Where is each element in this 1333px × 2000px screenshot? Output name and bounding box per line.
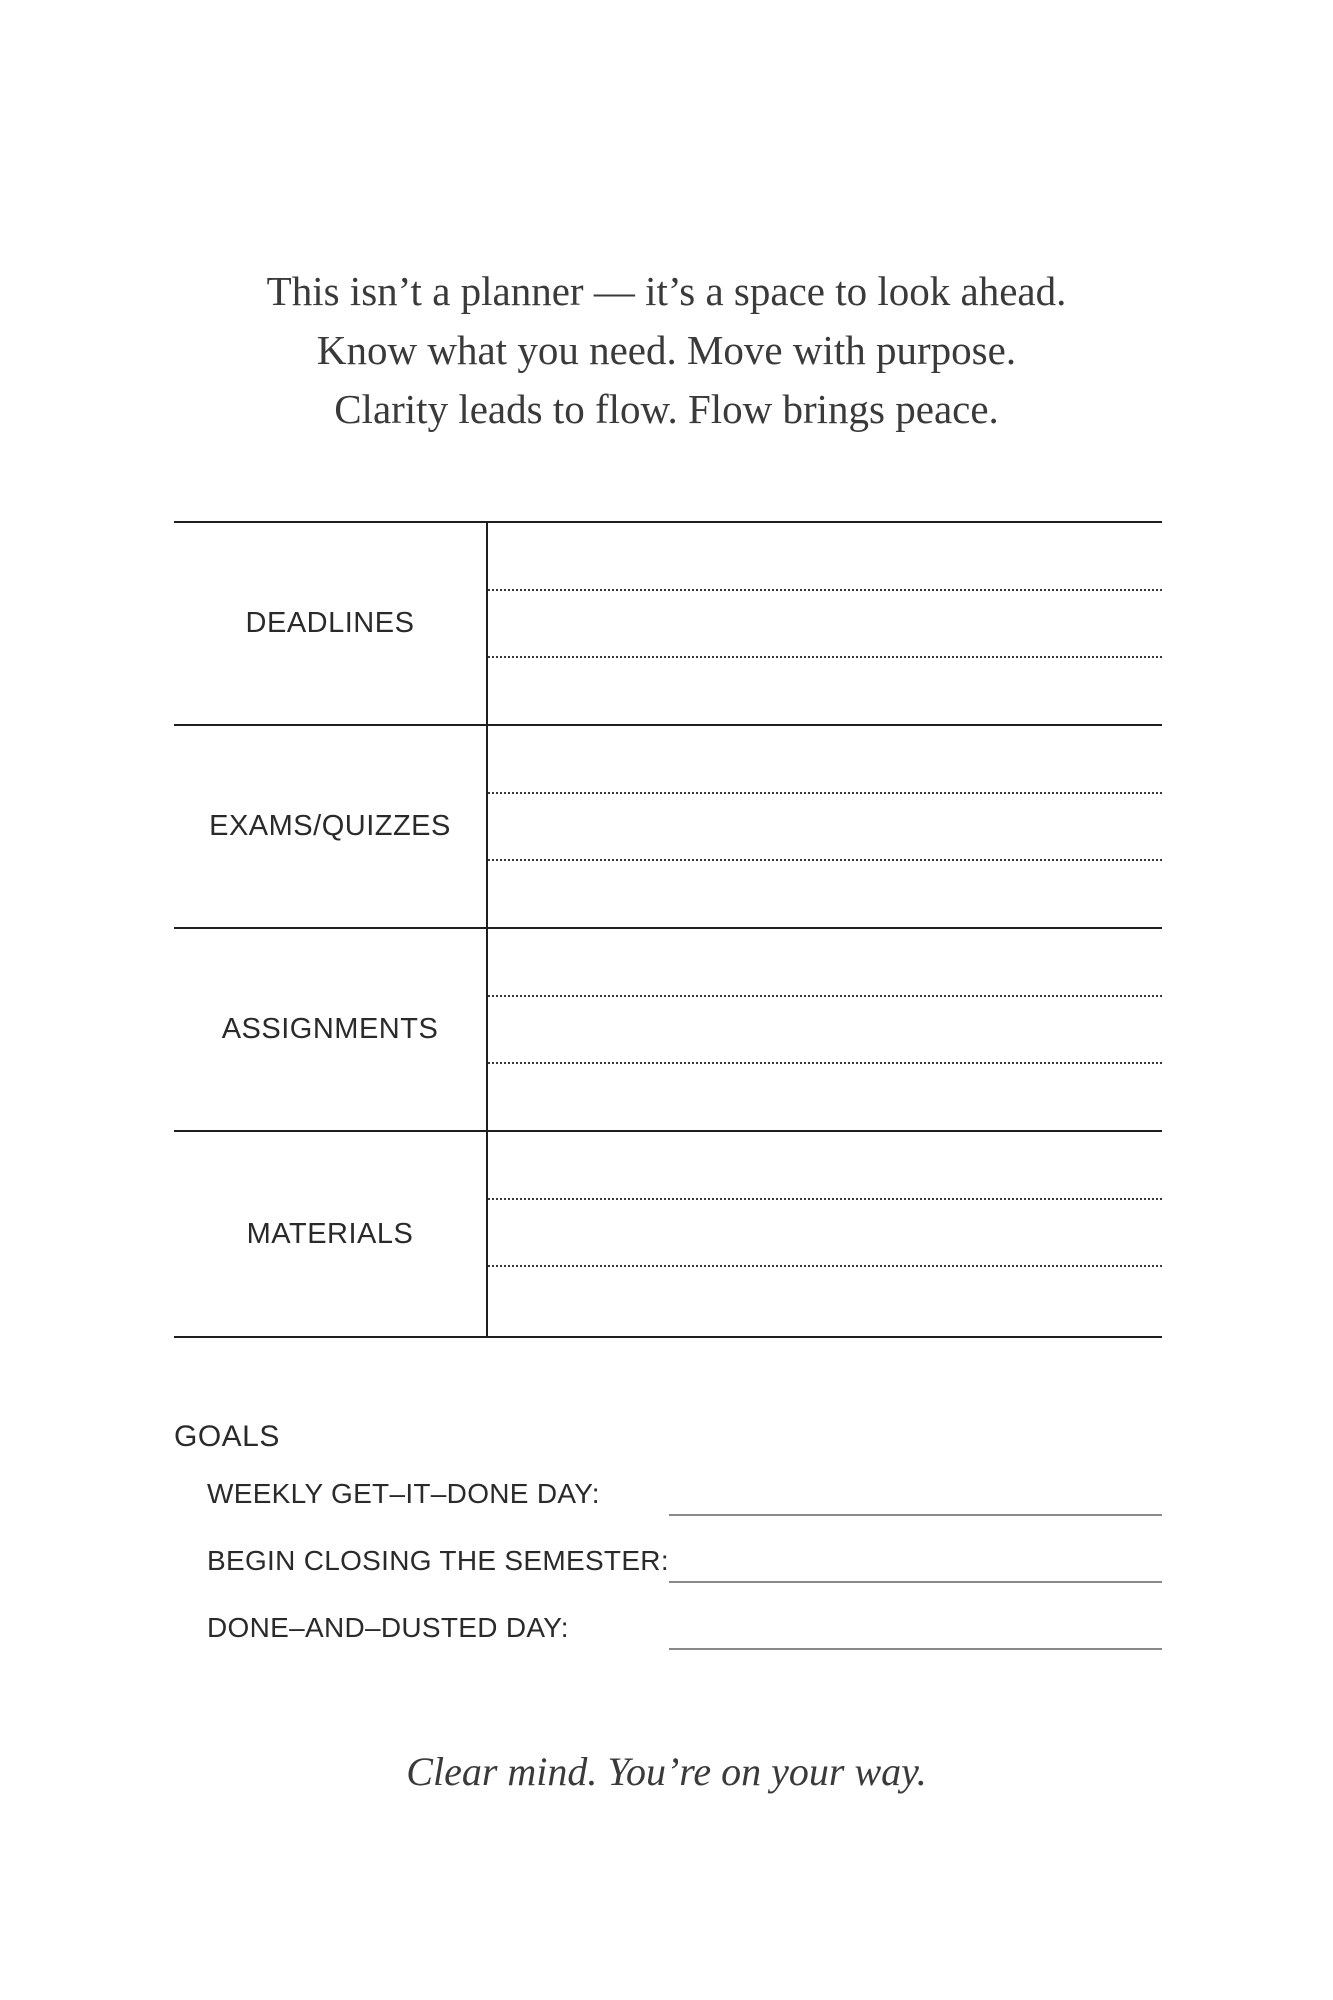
table-row-deadlines <box>174 521 1162 724</box>
row-label: ASSIGNMENTS <box>174 929 488 1130</box>
goals-heading: GOALS <box>174 1420 280 1453</box>
writing-area[interactable] <box>488 1132 1162 1336</box>
goals-section <box>174 1420 1162 1665</box>
dotted-line <box>488 792 1162 794</box>
goal-fill-line[interactable] <box>669 1514 1162 1516</box>
goal-row-weekly <box>174 1464 1162 1531</box>
dotted-line <box>488 995 1162 997</box>
goal-label: BEGIN CLOSING THE SEMESTER: <box>207 1545 669 1576</box>
dotted-line <box>488 656 1162 658</box>
goal-row-closing <box>174 1531 1162 1598</box>
table-row-materials <box>174 1130 1162 1338</box>
intro-text <box>0 262 1333 439</box>
table-row-exams <box>174 724 1162 927</box>
dotted-line <box>488 859 1162 861</box>
row-label: EXAMS/QUIZZES <box>174 726 488 927</box>
dotted-line <box>488 1198 1162 1200</box>
dotted-line <box>488 1265 1162 1267</box>
writing-area[interactable] <box>488 726 1162 927</box>
dotted-line <box>488 589 1162 591</box>
intro-line: Know what you need. Move with purpose. <box>316 327 1017 373</box>
intro-line: Clarity leads to flow. Flow brings peace. <box>334 386 999 432</box>
goal-label: WEEKLY GET–IT–DONE DAY: <box>207 1478 600 1509</box>
intro-line: This isn’t a planner — it’s a space to look ahead. <box>266 268 1067 314</box>
row-label: DEADLINES <box>174 523 488 724</box>
table-row-assignments <box>174 927 1162 1130</box>
writing-area[interactable] <box>488 929 1162 1130</box>
closing-text: Clear mind. You’re on your way. <box>406 1749 927 1794</box>
row-label: MATERIALS <box>174 1132 488 1336</box>
goal-fill-line[interactable] <box>669 1581 1162 1583</box>
goal-fill-line[interactable] <box>669 1648 1162 1650</box>
dotted-line <box>488 1062 1162 1064</box>
goal-label: DONE–AND–DUSTED DAY: <box>207 1612 569 1643</box>
writing-area[interactable] <box>488 523 1162 724</box>
goal-row-done <box>174 1598 1162 1665</box>
planning-table <box>174 521 1162 1338</box>
